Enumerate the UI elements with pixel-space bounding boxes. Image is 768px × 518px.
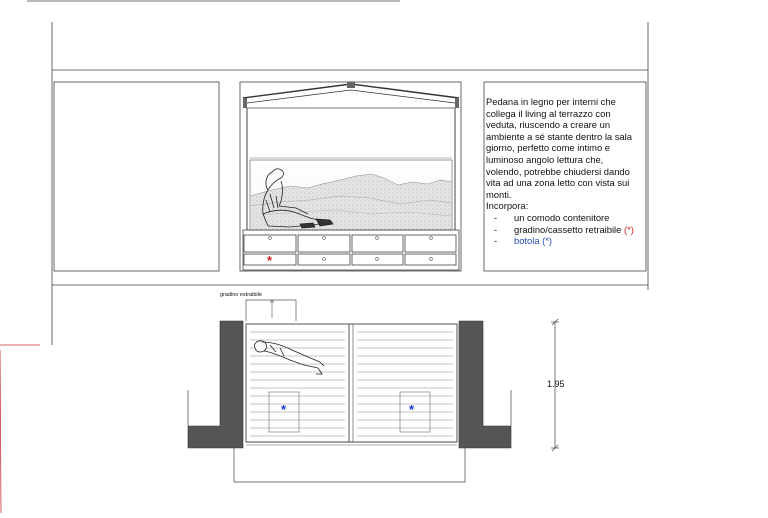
features-list (486, 212, 636, 247)
feature-text: gradino/cassetto retraibile (514, 223, 624, 235)
left-panel (54, 82, 219, 271)
feature-text: un comodo contenitore (514, 211, 610, 223)
feature-marker: (*) (623, 223, 634, 235)
bench-cabinet (243, 230, 459, 270)
plan-view (188, 300, 559, 482)
extractable-step-outline (246, 300, 296, 321)
list-dash: - (494, 223, 498, 235)
extractable-step-label: gradino estraibile (220, 292, 262, 298)
list-dash: - (494, 211, 498, 223)
list-dash: - (494, 235, 498, 247)
description-paragraph: Pedana in legno per interni che collega il living al terrazzo con veduta, riuscendo a creare un ambiente a sé stante dentro la sala giorno, perfetto come intimo e luminoso angolo lettura che, volendo, potrebbe chiudersi dando vita ad una zona letto con vista sui monti. (486, 96, 632, 200)
feature-text: botola (*) (514, 235, 553, 247)
elevation-view (240, 82, 461, 271)
feature-item (486, 224, 636, 236)
dimension-label: 1.95 (547, 379, 565, 389)
plan-blue-marker-left: * (281, 402, 287, 417)
description-text (486, 96, 636, 247)
plan-blue-marker-right: * (409, 402, 415, 417)
feature-item (486, 235, 636, 247)
platform-deck (246, 324, 457, 445)
incorpora-label: Incorpora: (486, 200, 529, 212)
feature-item (486, 212, 636, 224)
elevation-red-marker: * (267, 253, 273, 268)
